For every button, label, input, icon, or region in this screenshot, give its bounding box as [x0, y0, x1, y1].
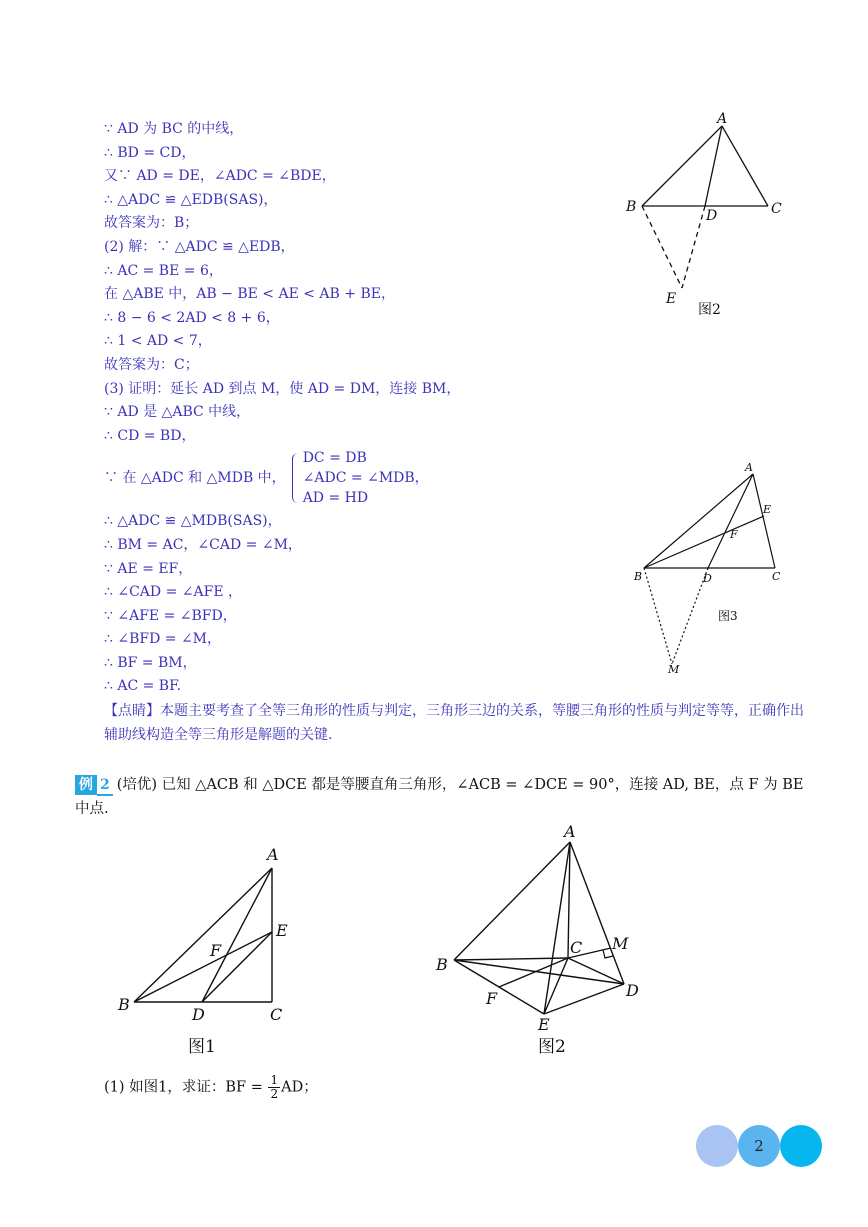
system-row: ∠ADC = ∠MDB， — [302, 470, 429, 487]
solution-line: ∵ AD 是 △ABC 中线， — [104, 404, 251, 421]
solution-line: ∴ ∠CAD = ∠AFE ， — [104, 584, 242, 601]
part1-suffix: AD； — [281, 1079, 318, 1096]
label-A: A — [717, 111, 728, 127]
label-A: A — [267, 845, 279, 864]
solution-line: 在 △ABE 中，AB − BE < AE < AB + BE， — [104, 286, 395, 303]
label-E: E — [763, 503, 772, 516]
figure-caption: 图2 — [698, 302, 721, 318]
example-number: 2 — [97, 776, 113, 796]
page-number-text: 2 — [754, 1137, 764, 1155]
pager-circle-dark — [780, 1125, 822, 1167]
solution-line: ∴ CD = BD， — [104, 427, 196, 444]
example-question — [75, 773, 805, 821]
solution-line: ∴ △ADC ≌ △EDB(SAS)， — [104, 191, 278, 208]
solution-line: 故答案为：B； — [104, 215, 199, 232]
page-indicator — [694, 1124, 824, 1168]
label-M: M — [612, 934, 629, 953]
solution-line: ∵ AE = EF， — [104, 560, 193, 577]
system-row: AD = HD — [302, 490, 369, 507]
label-C: C — [270, 1005, 283, 1024]
label-C: C — [771, 201, 782, 217]
label-D: D — [192, 1005, 205, 1024]
label-F: F — [210, 941, 222, 960]
system-row: DC = DB — [302, 450, 367, 467]
comment-note: 【点睛】本题主要考查了全等三角形的性质与判定，三角形三边的关系，等腰三角形的性质与判定等等，正确作出辅助线构造全等三角形是解题的关键. — [104, 703, 804, 744]
example-tag: 例 — [75, 775, 97, 795]
label-D: D — [703, 572, 712, 585]
solution-line: ∴ 8 − 6 < 2AD < 8 + 6， — [104, 309, 280, 326]
figure-caption: 图3 — [718, 609, 738, 623]
figure-2-bottom — [428, 820, 658, 1069]
solution-line: ∵ ∠AFE = ∠BFD， — [104, 607, 237, 624]
figure-caption: 图1 — [188, 1037, 216, 1057]
system-prefix: ∵ 在 △ADC 和 △MDB 中， — [104, 469, 286, 486]
label-M: M — [668, 663, 680, 676]
label-C: C — [772, 570, 781, 583]
solution-line: ∴ BF = BM， — [104, 654, 197, 671]
label-C: C — [570, 938, 583, 957]
fraction-half — [268, 1074, 280, 1101]
fraction-denominator: 2 — [270, 1087, 279, 1101]
fraction-numerator: 1 — [270, 1073, 279, 1087]
solution-line: ∴ △ADC ≌ △MDB(SAS)， — [104, 513, 282, 530]
solution-line: ∴ BD = CD， — [104, 144, 196, 161]
solution-line: 又∵ AD = DE，∠ADC = ∠BDE， — [104, 168, 336, 185]
label-A: A — [564, 822, 576, 841]
label-D: D — [706, 208, 718, 224]
label-E: E — [666, 291, 677, 307]
solution-line: ∴ ∠BFD = ∠M， — [104, 631, 222, 648]
figure-caption: 图2 — [538, 1037, 566, 1057]
system-rows — [303, 448, 429, 508]
label-B: B — [118, 995, 130, 1014]
solution-line: ∴ BM = AC，∠CAD = ∠M， — [104, 536, 302, 553]
part-1-question — [104, 1074, 318, 1101]
label-B: B — [634, 570, 643, 583]
figure-3 — [628, 458, 798, 684]
label-B: B — [436, 955, 448, 974]
figure-1-bottom — [112, 838, 312, 1067]
page-number — [738, 1125, 780, 1167]
label-B: B — [626, 199, 637, 215]
example-text: (培优) 已知 △ACB 和 △DCE 都是等腰直角三角形，∠ACB = ∠DCE = 90°，连接 AD, BE，点 F 为 BE 中点. — [75, 777, 804, 817]
solution-line: 故答案为：C； — [104, 356, 199, 373]
solution-line: ∴ AC = BE = 6， — [104, 262, 223, 279]
pager-circle-light — [696, 1125, 738, 1167]
solution-line: ∴ AC = BF. — [104, 678, 182, 695]
label-E: E — [538, 1015, 550, 1034]
figure-2-top — [616, 108, 796, 327]
label-A: A — [745, 461, 753, 474]
label-D: D — [626, 981, 639, 1000]
label-F: F — [730, 528, 738, 541]
solution-line: ∴ 1 < AD < 7， — [104, 333, 212, 350]
label-F: F — [486, 989, 498, 1008]
solution-line: ∵ AD 为 BC 的中线， — [104, 121, 244, 137]
part1-prefix: (1) 如图1，求证：BF = — [104, 1079, 263, 1096]
label-E: E — [276, 921, 288, 940]
solution-line: (2) 解：∵ △ADC ≌ △EDB， — [104, 238, 295, 255]
solution-line: (3) 证明：延长 AD 到点 M，使 AD = DM，连接 BM， — [104, 380, 461, 397]
left-brace — [292, 453, 301, 503]
